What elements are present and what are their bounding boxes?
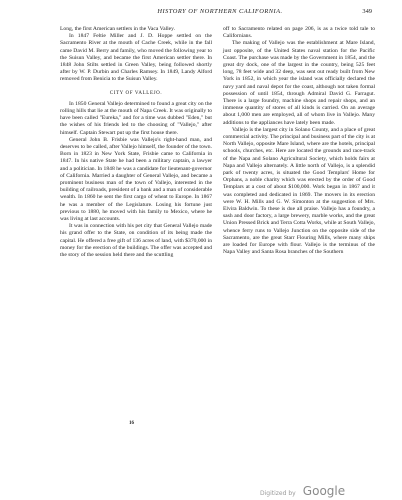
running-header: [40, 8, 372, 20]
paragraph: The making of Vallejo was the establishment at Mare Island, just opposite, of the United States naval station for the Pacific Coast. The purchase was made by the Government in 1854, and the great dry dock, one of the largest in the country, being 525 feet long, 78 feet wide and 32 deep, was sent out ready built from New York in 1852, in which year the island was officially declared the navy yard and naval depot for the coast, although not taken formal possession of until 1854, through Admiral David G. Farragut. There is a large foundry, machine shops and repair shops, and an immense quantity of stores of all kinds is carried. On an average about 1,000 men are employed, all of whom live in Vallejo. Many additions to the appliances have lately been made.: [223, 40, 375, 126]
watermark-brand: Google: [302, 484, 346, 498]
paragraph: General John B. Frisbie was Vallejo's right-hand man, and deserves to be called, after Vallejo himself, the founder of the town. Born in 1823 in New York State, Frisbie came to California in 1847. In his native State he had been a military captain, a lawyer and a politician. In 1848 he was a candidate for lieutenant-governor of California. Married a daughter of General Vallejo, and became a prominent business man of the town of Vallejo, interested in the building of railroads, president of a bank and a man of considerable wealth. In 1860 he sent the first cargo of wheat to Europe. In 1867 he was a member of the Legislature. Losing his fortune just previous to 1880, he moved with his family to Mexico, where he was living at last accounts.: [60, 136, 212, 223]
printer-signature-mark: 16: [129, 421, 134, 426]
paragraph: Long, the first American settlers in the Vaca Valley.: [60, 26, 176, 32]
paragraph: It was in connection with his pet city that General Vallejo made his grand offer to the State, on condition of its being made the capital. He offered a free gift of 136 acres of land, with $370,000 in money for the erection of the buildings. The offer was accepted and the story of the session held there and the scuttling: [60, 223, 212, 259]
left-column: [60, 26, 212, 259]
paragraph: In 1847 Feltie Miller and J. D. Hoppe settled on the Sacramento River at the mouth of Cache Creek, while in the fall came David M. Berry and family, who moved the following year to the Suisun Valley, and became the first American settler there. In 1848 John Stilts settled in Green Valley, being followed shortly after by W. P. Durbin and Charles Ramsey. In 1849, Landy Alford removed from Benicia to the Suisun Valley.: [60, 33, 212, 83]
paragraph: off to Sacramento related on page 206, is as a twice told tale to Californians.: [223, 26, 375, 40]
right-column: [223, 26, 375, 257]
paragraph: In 1850 General Vallejo determined to found a great city on the rolling hills that lie at the mouth of Napa Creek. It was originally to have been called "Eureka," and for a time was dubbed "Eden," but the wishes of his friends led to the choosing of "Vallejo," after himself. Captain Stewart put up the first house there.: [60, 100, 212, 136]
page-number: 349: [362, 8, 372, 15]
running-title: HISTORY OF NORTHERN CALIFORNIA.: [157, 8, 283, 15]
section-heading: CITY OF VALLEJO.: [109, 90, 163, 96]
digitization-watermark: [260, 480, 345, 499]
watermark-prefix: Digitized by: [260, 490, 296, 497]
paragraph: Vallejo is the largest city in Solano County, and a place of great commercial activity. The principal and business part of the city is at North Vallejo, opposite Mare Island, where are the hotels, principal schools, churches, etc. Here are located the grounds and race-track of the Napa and Solano Agricultural Society, which holds fairs at Napa and Vallejo alternately. A little north of Vallejo, is a splendid park of twenty acres, is situated the Good Templars' Home for Orphans, a noble charity which was erected by the order of Good Templars at a cost of about $100,000. Work began in 1867 and it was completed and dedicated in 1869. The movers in its erection were W. H. Mills and G. W. Simonton at the suggestion of Mrs. Elvira Baldwin. To these is due all praise. Vallejo has a foundry, a sash and door factory, a large brewery, marble works, and the great Union Pressed Brick and Terra Cotta Works, while at South Vallejo, whence ferry runs to Vallejo Junction on the opposite side of the Sacramento, are the great Starr Flouring Mills, where many ships are loaded for Europe with flour. Vallejo is the terminus of the Napa Valley and Santa Rosa branches of the Southern: [223, 126, 375, 256]
